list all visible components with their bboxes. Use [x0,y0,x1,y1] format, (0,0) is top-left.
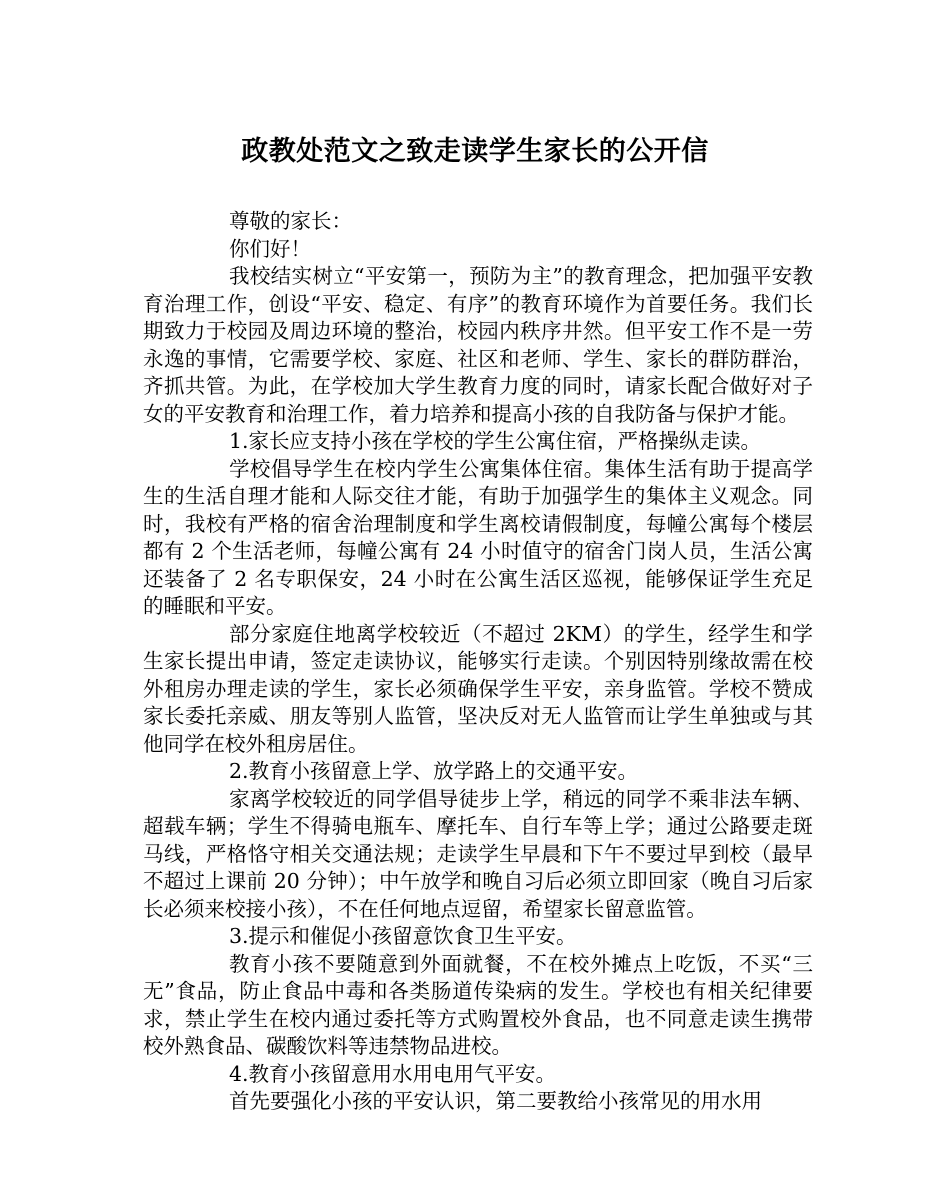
section-1-paragraph-2: 部分家庭住地离学校较近（不超过 2KM）的学生，经学生和学生家长提出申请，签定走读协议，能够实行走读。个别因特别缘故需在校外租房办理走读的学生，家长必须确保学生平安，亲身监管。学校不赞成家长委托亲威、朋友等别人监管，坚决反对无人监管而让学生单独或与其他同学在校外租房居住。 [143,621,813,756]
section-1-paragraph-1: 学校倡导学生在校内学生公寓集体住宿。集体生活有助于提高学生的生活自理才能和人际交往才能，有助于加强学生的集体主义观念。同时，我校有严格的宿舍治理制度和学生离校请假制度，每幢公寓每个楼层都有 2 个生活老师，每幢公寓有 24 小时值守的宿舍门岗人员，生活公寓还装备了 2 名专职保安，24 小时在公寓生活区巡视，能够保证学生充足的睡眠和平安。 [143,456,813,618]
section-4-paragraph: 首先要强化小孩的平安认识，第二要教给小孩常见的用水用 [229,1089,762,1113]
salutation: 尊敬的家长： [229,209,352,233]
section-3-paragraph: 教育小孩不要随意到外面就餐，不在校外摊点上吃饭，不买“三无”食品，防止食品中毒和各类肠道传染病的发生。学校也有相关纪律要求，禁止学生在校内通过委托等方式购置校外食品，也不同意走读生携带校外熟食品、碳酸饮料等违禁物品进校。 [143,951,813,1058]
section-2-paragraph: 家离学校较近的同学倡导徒步上学，稍远的同学不乘非法车辆、超载车辆；学生不得骑电瓶车、摩托车、自行车等上学；通过公路要走斑马线，严格恪守相关交通法规；走读学生早晨和下午不要过早到校（最早不超过上课前 20 分钟）；中午放学和晚自习后必须立即回家（晚自习后家长必须来校接小孩），不在任何地点逗留，希望家长留意监管。 [143,786,813,921]
greeting: 你们好！ [229,236,311,261]
letter-body [143,208,813,1116]
document-title: 政教处范文之致走读学生家长的公开信 [241,136,709,167]
intro-paragraph: 我校结实树立“平安第一，预防为主”的教育理念，把加强平安教育治理工作，创设“平安、稳定、有序”的教育环境作为首要任务。我们长期致力于校园及周边环境的整治，校园内秩序井然。但平安工作不是一劳永逸的事情，它需要学校、家庭、社区和老师、学生、家长的群防群治，齐抓共管。为此，在学校加大学生教育力度的同时，请家长配合做好对子女的平安教育和治理工作，着力培养和提高小孩的自我防备与保护才能。 [143,264,813,426]
section-heading-4: 4.教育小孩留意用水用电用气平安。 [229,1061,557,1086]
section-heading-1: 1.家长应支持小孩在学校的学生公寓住宿，严格操纵走读。 [229,429,762,453]
section-heading-3: 3.提示和催促小孩留意饮食卫生平安。 [229,924,577,948]
section-heading-2: 2.教育小孩留意上学、放学路上的交通平安。 [229,759,639,783]
